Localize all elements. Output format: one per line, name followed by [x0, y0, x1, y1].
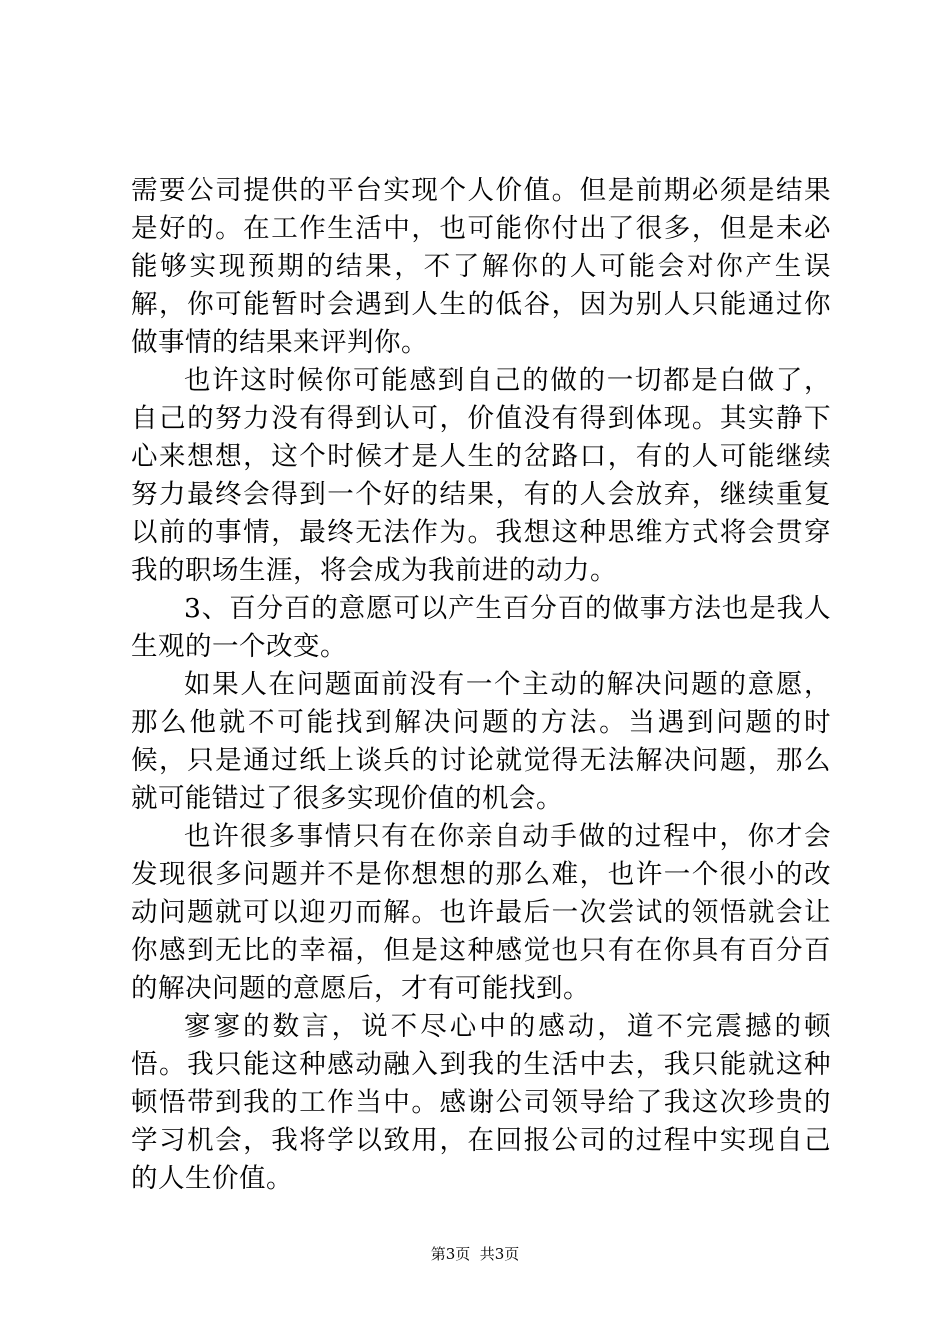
paragraph-point-3: 3、百分百的意愿可以产生百分百的做事方法也是我人生观的一个改变。 — [131, 593, 831, 662]
paragraph-continuation: 需要公司提供的平台实现个人价值。但是前期必须是结果是好的。在工作生活中，也可能你付出了很多，但是未必能够实现预期的结果，不了解你的人可能会对你产生误解，你可能暂时会遇到人生的低谷，因为别人只能通过你做事情的结果来评判你。 — [131, 175, 831, 358]
paragraph-2: 也许这时候你可能感到自己的做的一切都是白做了，自己的努力没有得到认可，价值没有得到体现。其实静下心来想想，这个时候才是人生的岔路口，有的人可能继续努力最终会得到一个好的结果，有的人会放弃，继续重复以前的事情，最终无法作为。我想这种思维方式将会贯穿我的职场生涯，将会成为我前进的动力。 — [131, 365, 831, 586]
paragraph-4: 如果人在问题面前没有一个主动的解决问题的意愿，那么他就不可能找到解决问题的方法。当遇到问题的时候，只是通过纸上谈兵的讨论就觉得无法解决问题，那么就可能错过了很多实现价值的机会。 — [131, 669, 831, 814]
paragraph-5: 也许很多事情只有在你亲自动手做的过程中，你才会发现很多问题并不是你想想的那么难，也许一个很小的改动问题就可以迎刃而解。也许最后一次尝试的领悟就会让你感到无比的幸福，但是这种感觉也只有在你具有百分百的解决问题的意愿后，才有可能找到。 — [131, 821, 831, 1004]
page-footer — [0, 1244, 950, 1264]
page-number: 第3页 共3页 — [430, 1245, 520, 1263]
document-body — [131, 172, 831, 1198]
paragraph-conclusion: 寥寥的数言，说不尽心中的感动，道不完震撼的顿悟。我只能这种感动融入到我的生活中去，我只能就这种顿悟带到我的工作当中。感谢公司领导给了我这次珍贵的学习机会，我将学以致用，在回报公司的过程中实现自己的人生价值。 — [131, 1011, 831, 1194]
